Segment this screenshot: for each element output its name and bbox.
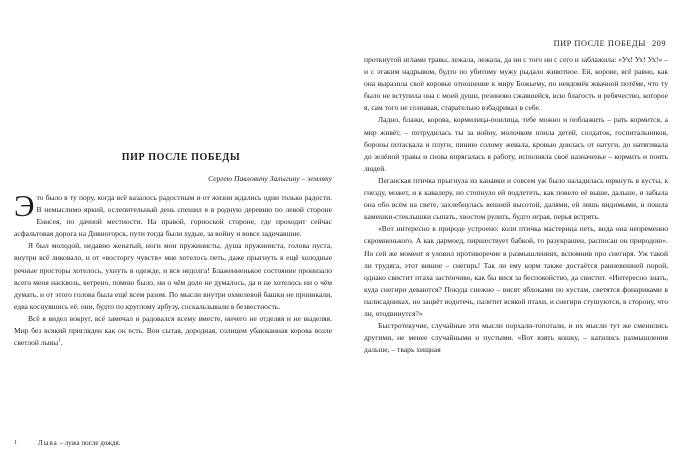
- running-head-title: ПИР ПОСЛЕ ПОБЕДЫ: [553, 39, 646, 48]
- running-head: [554, 39, 666, 48]
- paragraph: Я был молодой, недавно женатый, ноги мои пружинисты, душа пружиниста, голова пуста, внутри всё ликовало, и от «восторгу чувств» мне хотелось петь, даже прыгнуть в ещё холодные речные просторы хотелось, ухнуть в одежде, и вся недолга! Блаженненькое состояние пронизало всего меня насквозь, ветрено, помню было, ни о чём доло не думалось, да и не хотелось ни о чём думать, и от этого голова была ещё всем разом. По мысли внутри охмелевой башки не проникали, едва коснувшись её, они, будто по круглому арбузу, соскальзывали в безвестность.: [14, 241, 332, 311]
- footnote: [14, 438, 314, 448]
- paragraph: «Вот интересно в природе устроено: коли птичка мастерица петь, вида она непременно скромненького. А как дармоед, пиршествует бабкой, то разукрашен, расписан он природою». Но сей же момент я уловил противоречие в размышлениях, вспомнив про снегиря. Уж такой ли трудяга, этот вишне – снегирь! Так ли ему корм также достаётся ранневешней порой, однако свистит птаха застенчиво, как бы вися за беспокойство, да свистит. «Интересно знать, куда снегири деваются? Покуда снежно – висят яблоками по кустам, светятся фонариками в палисадниках, но зацвёт водотечь, палетит всякой птахи, и снегири стушуются, в сторону, что ли, отодвинутся?»: [364, 224, 668, 318]
- opening-paragraph: [14, 188, 332, 240]
- drop-cap: Э: [14, 188, 35, 223]
- footnote-mark: 1: [14, 440, 17, 446]
- paragraph-text: Всё я видел вокруг, всё замечал и радовался всему вместе, ничего не отделяя и не выделяя. Мир без всякий пригляден как он есть. Вон сытая, дородная, солнцем убаюканная корова возле светлой лывы: [14, 313, 332, 348]
- right-page-body: [364, 54, 668, 356]
- paragraph: Пеганская птичка прыгнула из канавки и совсем уж было наладилась юркнуть в кусты, к гнезду, может, и к кавалеру, но стопнуло ей подлететь, как повело её выше, дальше, и забыла она обо всём на свете, захлебнулась вешней высотой, далями, ей лишь видимыми, и пошла камешки-стеклышки сыпать, хвостом рулить, будто играя, перья встрять.: [364, 175, 668, 222]
- paragraph: Всё я видел вокруг, всё замечал и радовался всему вместе, ничего не отделяя и не выделяя. Мир без всякий пригляден как он есть. Вон сытая, дородная, солнцем убаюканная корова возле светлой лывы$^1$.: [14, 313, 332, 348]
- footnote-text: – лужа после дождя.: [59, 439, 121, 447]
- footnote-reference[interactable]: 1: [58, 338, 61, 344]
- left-page-body: [14, 190, 332, 349]
- footnote-term: Лыва: [38, 439, 58, 447]
- continued-paragraph: проткнутой иглами травы, лежала, лежала, да ни с того ни с сего и заблажила: «Ух! Ух! Ух!» – и с этаким надрывом, будто по убитому мужу рыдало животное. Ей, корове, всё равно, как она выразила своё коровье отношение к миру Божьему, по невдомёк жвачной потёме, что ту было не вступила она с моей души, резиново сжавшейся, всю благость и ребячество, которое я, сам того не сознавая, старательно взбадривал в себе.: [364, 55, 668, 113]
- paragraph: Быстротекучие, случайные эти мысли порхали-топотали, и их мысли тут же сменились другими, не менее случайными и пустыми. «Вот взять кошку, – катились размышления дальше, – тварь хищная: [364, 321, 668, 355]
- dedication: Сергею Павловичу Залыгину – земляку: [208, 174, 332, 183]
- page-number: 209: [651, 39, 666, 48]
- paragraph-text: то было в ту пору, когда всё казалось радостным и от жизни ждались одни только радости. В немыслимо яркий, ослепительный день спешил я в родную деревню по левой стороне Енисея, по дачной местности. На правой, горноской стороне, где проходит сейчас асфальтовая дорога на Дивногорск, пути тогда были худые, за войну и вовсе задичавшие.: [14, 193, 332, 239]
- paragraph: Ладно, блажи, корова, кормилица-поилица, тебе можно и поблажить – рать кормится, а мир живёт, – потрудилась ты за войну, молочком поила детей, солдаток, госпитальников, бороны потаскала и плуги, пинию солому жевала, кровью доилась от натуги, до натягивала до зелёной травы и снова впрягалась в работу, исполняла своё назначенье – кормить и поить людей.: [364, 115, 668, 173]
- chapter-title: ПИР ПОСЛЕ ПОБЕДЫ: [121, 152, 241, 163]
- right-page: [340, 0, 680, 466]
